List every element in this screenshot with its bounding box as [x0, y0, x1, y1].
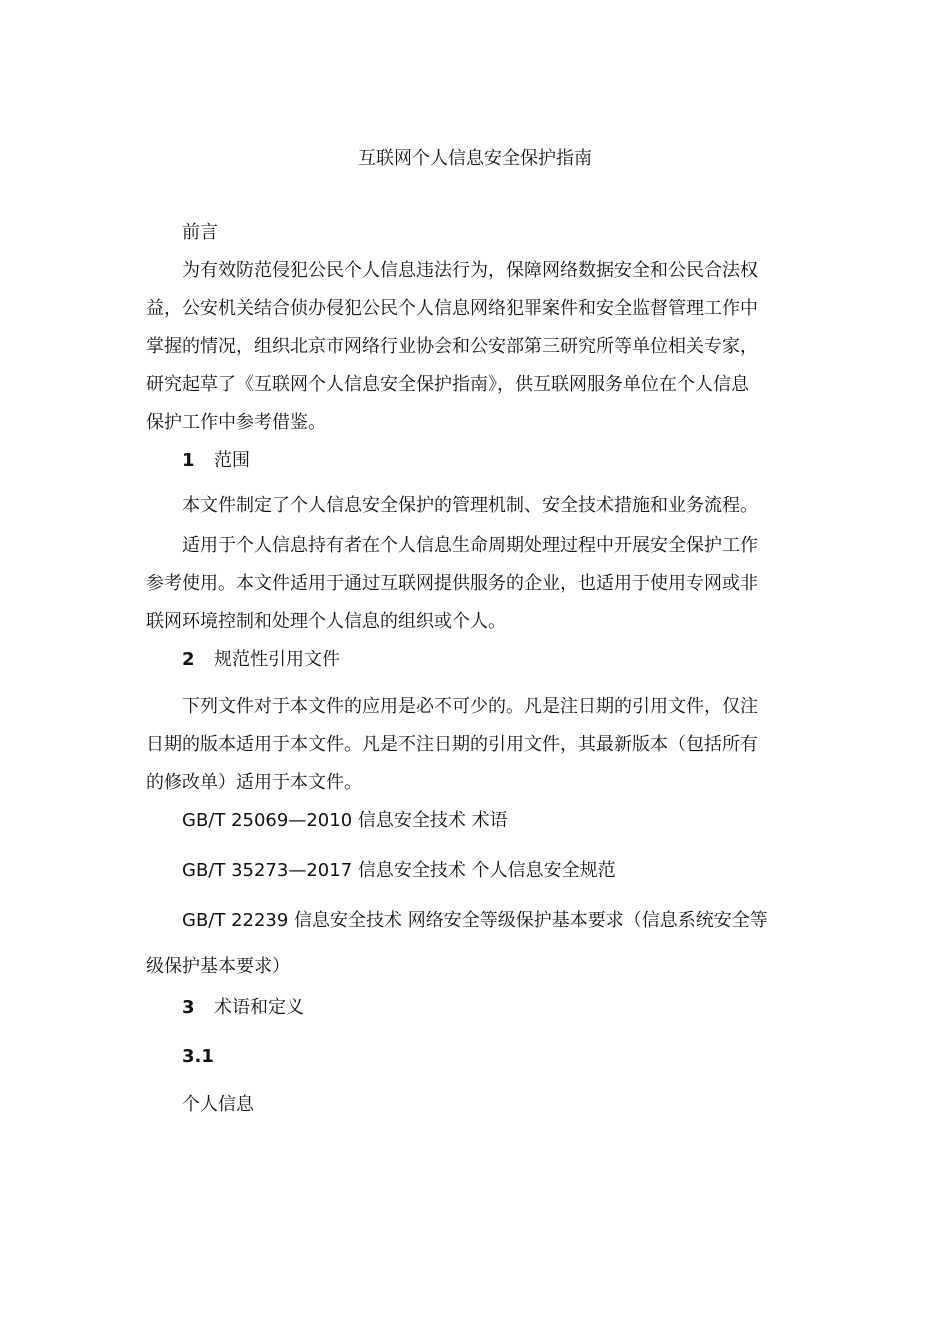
section-1-line: 适用于个人信息持有者在个人信息生命周期处理过程中开展安全保护工作 [182, 535, 758, 556]
section-2-line: 下列文件对于本文件的应用是必不可少的。凡是注日期的引用文件，仅注 [182, 696, 758, 717]
preface-heading: 前言 [182, 222, 218, 243]
section-2-heading [182, 647, 340, 673]
subsection-number: 3.1 [182, 1046, 214, 1067]
section-1-paragraph: 本文件制定了个人信息安全保护的管理机制、安全技术措施和业务流程。 [182, 495, 758, 516]
section-number: 1 [182, 450, 195, 471]
section-title: 术语和定义 [214, 997, 304, 1018]
section-number: 2 [182, 649, 195, 670]
section-1-line: 参考使用。本文件适用于通过互联网提供服务的企业，也适用于使用专网或非 [146, 573, 758, 594]
preface-line: 为有效防范侵犯公民个人信息违法行为，保障网络数据安全和公民合法权 [182, 260, 758, 281]
preface-line: 研究起草了《互联网个人信息安全保护指南》，供互联网服务单位在个人信息 [146, 374, 749, 395]
document-title: 互联网个人信息安全保护指南 [358, 148, 592, 169]
reference-item: GB/T 35273—2017 信息安全技术 个人信息安全规范 [182, 860, 616, 881]
section-number: 3 [182, 997, 195, 1018]
section-2-line: 日期的版本适用于本文件。凡是不注日期的引用文件，其最新版本（包括所有 [146, 734, 758, 755]
reference-item: GB/T 22239 信息安全技术 网络安全等级保护基本要求（信息系统安全等 [182, 910, 768, 931]
section-2-line: 的修改单）适用于本文件。 [146, 772, 362, 793]
subsection-title: 个人信息 [182, 1094, 254, 1115]
section-1-line: 联网环境控制和处理个人信息的组织或个人。 [146, 611, 506, 632]
reference-item-continuation: 级保护基本要求） [146, 956, 290, 977]
section-title: 范围 [214, 450, 250, 471]
reference-item: GB/T 25069—2010 信息安全技术 术语 [182, 810, 508, 831]
section-1-heading [182, 448, 250, 474]
section-3-heading [182, 995, 304, 1021]
preface-line: 掌握的情况，组织北京市网络行业协会和公安部第三研究所等单位相关专家， [146, 336, 758, 357]
section-title: 规范性引用文件 [214, 649, 340, 670]
preface-line: 保护工作中参考借鉴。 [146, 412, 326, 433]
preface-line: 益，公安机关结合侦办侵犯公民个人信息网络犯罪案件和安全监督管理工作中 [146, 298, 758, 319]
